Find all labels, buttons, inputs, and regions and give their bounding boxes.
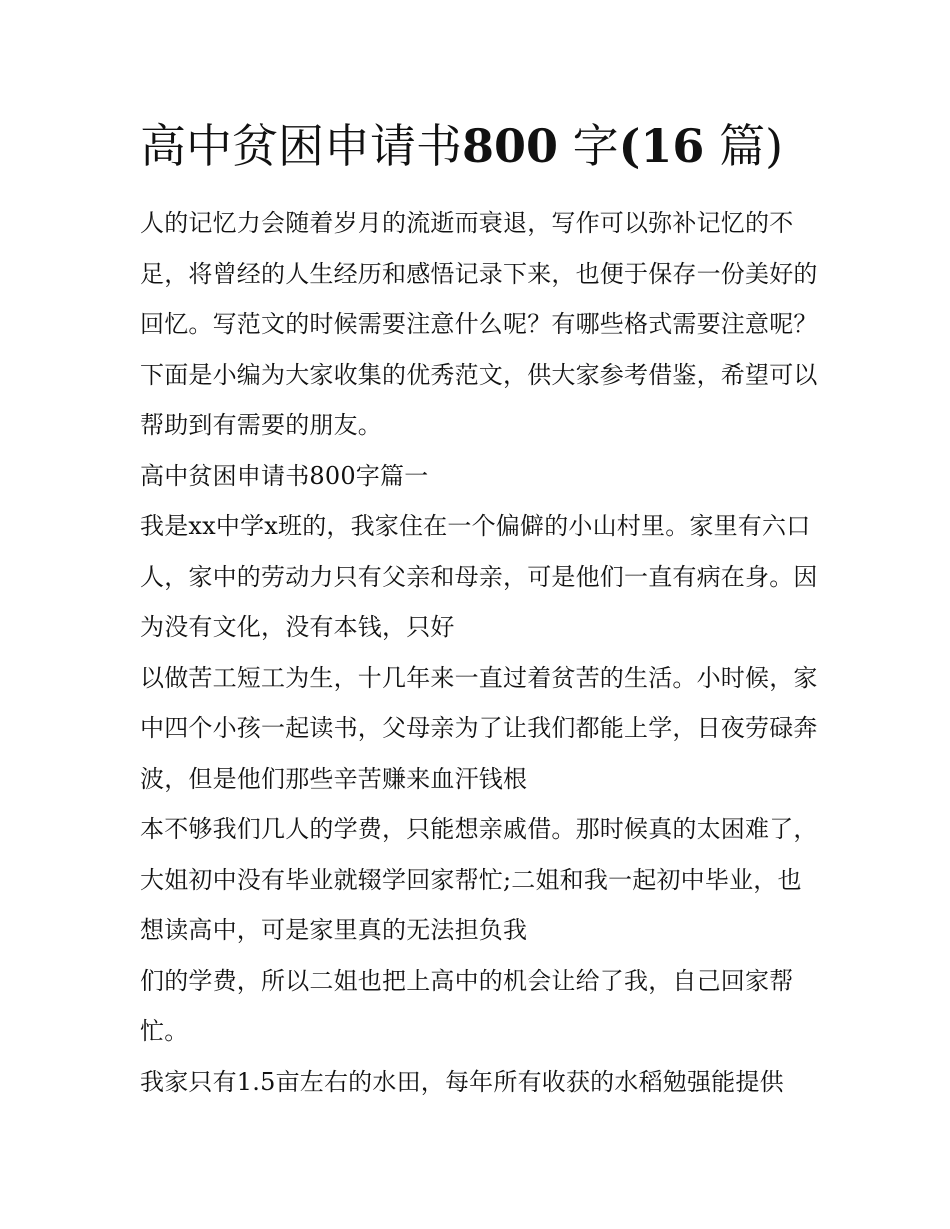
title-part-1: 高中贫困申请书 — [140, 119, 462, 173]
body-paragraph-3: 本不够我们几人的学费，只能想亲戚借。那时候真的太困难了，大姐初中没有毕业就辍学回家帮忙;二姐和我一起初中毕业，也想读高中，可是家里真的无法担负我 — [140, 815, 818, 944]
title-part-4: (16 — [618, 119, 705, 173]
body-paragraph-5: 我家只有1.5亩左右的水田，每年所有收获的水稻勉强能提供 — [140, 1067, 784, 1096]
document-title — [140, 118, 820, 174]
document-body — [140, 118, 820, 1107]
title-part-5: 篇) — [719, 119, 784, 173]
title-part-2: 800 — [462, 119, 559, 173]
title-part-3: 字 — [572, 119, 619, 173]
intro-paragraph: 人的记忆力会随着岁月的流逝而衰退，写作可以弥补记忆的不足，将曾经的人生经历和感悟记录下来，也便于保存一份美好的回忆。写范文的时候需要注意什么呢？有哪些格式需要注意呢？下面是小编为大家收集的优秀范文，供大家参考借鉴，希望可以帮助到有需要的朋友。 — [140, 209, 818, 439]
section-heading: 高中贫困申请书800字篇一 — [140, 461, 429, 490]
body-paragraph-1: 我是xx中学x班的，我家住在一个偏僻的小山村里。家里有六口人，家中的劳动力只有父亲和母亲，可是他们一直有病在身。因为没有文化，没有本钱，只好 — [140, 512, 818, 641]
body-paragraph-2: 以做苦工短工为生，十几年来一直过着贫苦的生活。小时候，家中四个小孩一起读书，父母亲为了让我们都能上学，日夜劳碌奔波，但是他们那些辛苦赚来血汗钱根 — [140, 663, 818, 793]
body-paragraph-4: 们的学费，所以二姐也把上高中的机会让给了我，自己回家帮忙。 — [140, 966, 794, 1045]
